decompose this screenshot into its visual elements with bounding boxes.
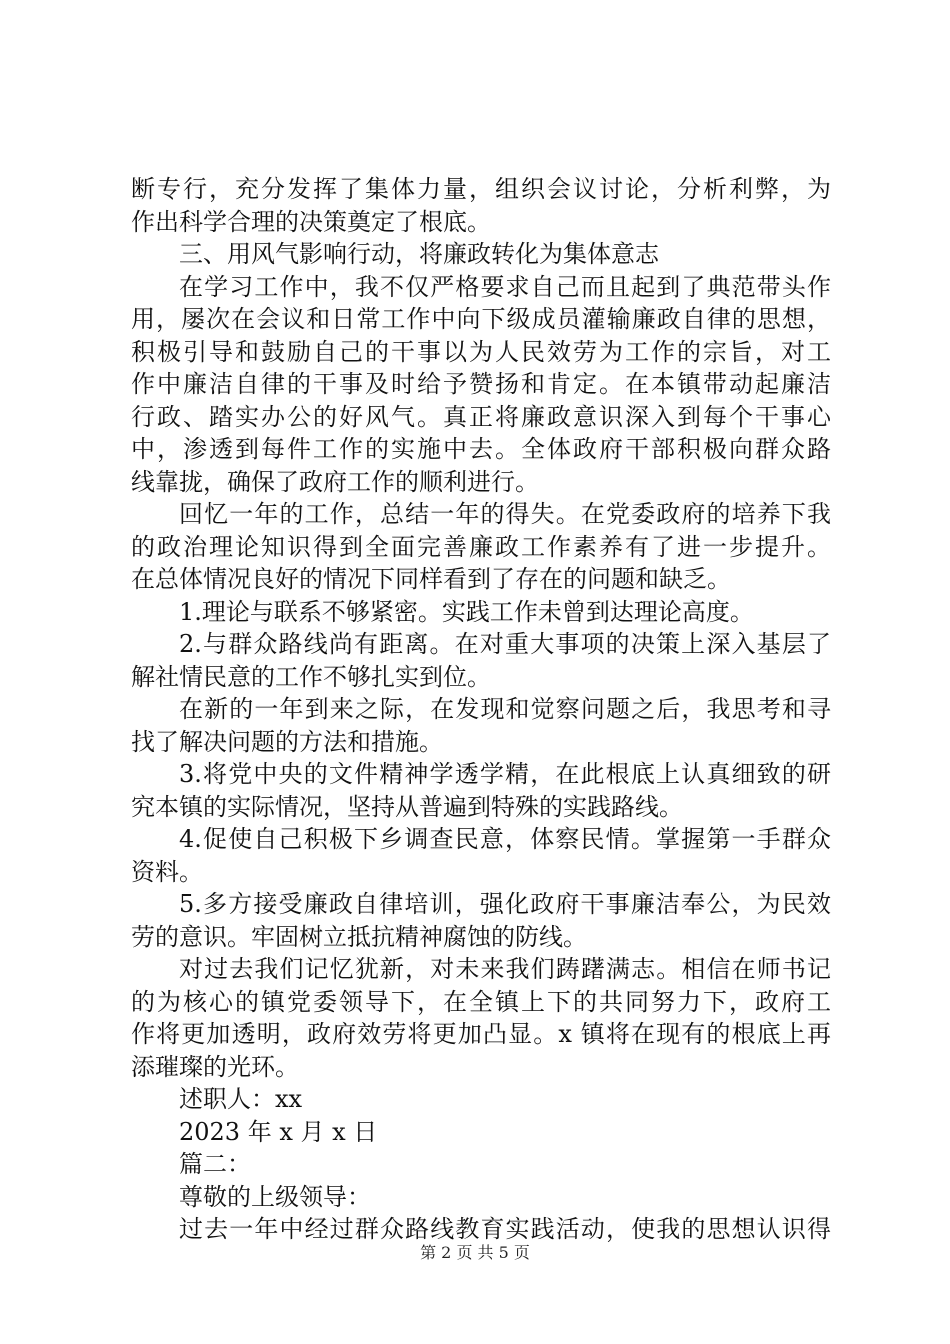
text-line: 的政治理论知识得到全面完善廉政工作素养有了进一步提升。 xyxy=(131,532,831,561)
text-line: 5.多方接受廉政自律培训，强化政府干事廉洁奉公，为民效 xyxy=(179,890,831,918)
text-line: 在总体情况良好的情况下同样看到了存在的问题和缺乏。 xyxy=(131,565,731,593)
text-line: 述职人：xx xyxy=(179,1085,303,1113)
text-line: 作出科学合理的决策奠定了根底。 xyxy=(131,207,491,236)
text-line: 2.与群众路线尚有距离。在对重大事项的决策上深入基层了 xyxy=(179,630,831,658)
text-line: 三、用风气影响行动，将廉政转化为集体意志 xyxy=(179,240,659,268)
text-line: 线靠拢，确保了政府工作的顺利进行。 xyxy=(131,467,539,496)
text-line: 篇二： xyxy=(179,1150,251,1178)
text-line: 2023 年 x 月 x 日 xyxy=(179,1117,378,1146)
text-line: 尊敬的上级领导： xyxy=(179,1182,371,1211)
text-line: 资料。 xyxy=(131,857,203,886)
text-line: 找了解决问题的方法和措施。 xyxy=(131,727,443,756)
text-line: 断专行，充分发挥了集体力量，组织会议讨论，分析利弊，为 xyxy=(131,175,831,203)
text-line: 用，屡次在会议和日常工作中向下级成员灌输廉政自律的思想， xyxy=(131,305,831,333)
text-line: 对过去我们记忆犹新，对未来我们踌躇满志。相信在师书记 xyxy=(179,955,831,983)
document-body xyxy=(131,173,831,1246)
text-line: 中，渗透到每件工作的实施中去。全体政府干部积极向群众路 xyxy=(131,435,831,463)
text-line: 4.促使自己积极下乡调查民意，体察民情。掌握第一手群众 xyxy=(179,825,831,853)
text-line: 解社情民意的工作不够扎实到位。 xyxy=(131,662,491,691)
text-line: 究本镇的实际情况，坚持从普遍到特殊的实践路线。 xyxy=(131,792,683,821)
text-line: 过去一年中经过群众路线教育实践活动，使我的思想认识得 xyxy=(179,1215,831,1243)
text-line: 的为核心的镇党委领导下，在全镇上下的共同努力下，政府工 xyxy=(131,987,831,1016)
text-line: 行政、踏实办公的好风气。真正将廉政意识深入到每个干事心 xyxy=(131,402,831,431)
text-line: 作中廉洁自律的干事及时给予赞扬和肯定。在本镇带动起廉洁 xyxy=(131,370,831,398)
text-line: 积极引导和鼓励自己的干事以为人民效劳为工作的宗旨，对工 xyxy=(131,337,831,366)
text-line: 劳的意识。牢固树立抵抗精神腐蚀的防线。 xyxy=(131,922,587,951)
text-line: 3.将党中央的文件精神学透学精，在此根底上认真细致的研 xyxy=(179,760,831,788)
page-footer: 第 2 页 共 5 页 xyxy=(420,1243,530,1262)
text-line: 作将更加透明，政府效劳将更加凸显。x 镇将在现有的根底上再 xyxy=(131,1020,831,1048)
text-line: 在新的一年到来之际，在发现和觉察问题之后，我思考和寻 xyxy=(179,695,831,723)
text-line: 1.理论与联系不够紧密。实践工作未曾到达理论高度。 xyxy=(179,597,754,626)
text-line: 在学习工作中，我不仅严格要求自己而且起到了典范带头作 xyxy=(179,272,831,301)
text-line: 添璀璨的光环。 xyxy=(131,1052,299,1081)
text-line: 回忆一年的工作，总结一年的得失。在党委政府的培养下我 xyxy=(179,500,831,528)
